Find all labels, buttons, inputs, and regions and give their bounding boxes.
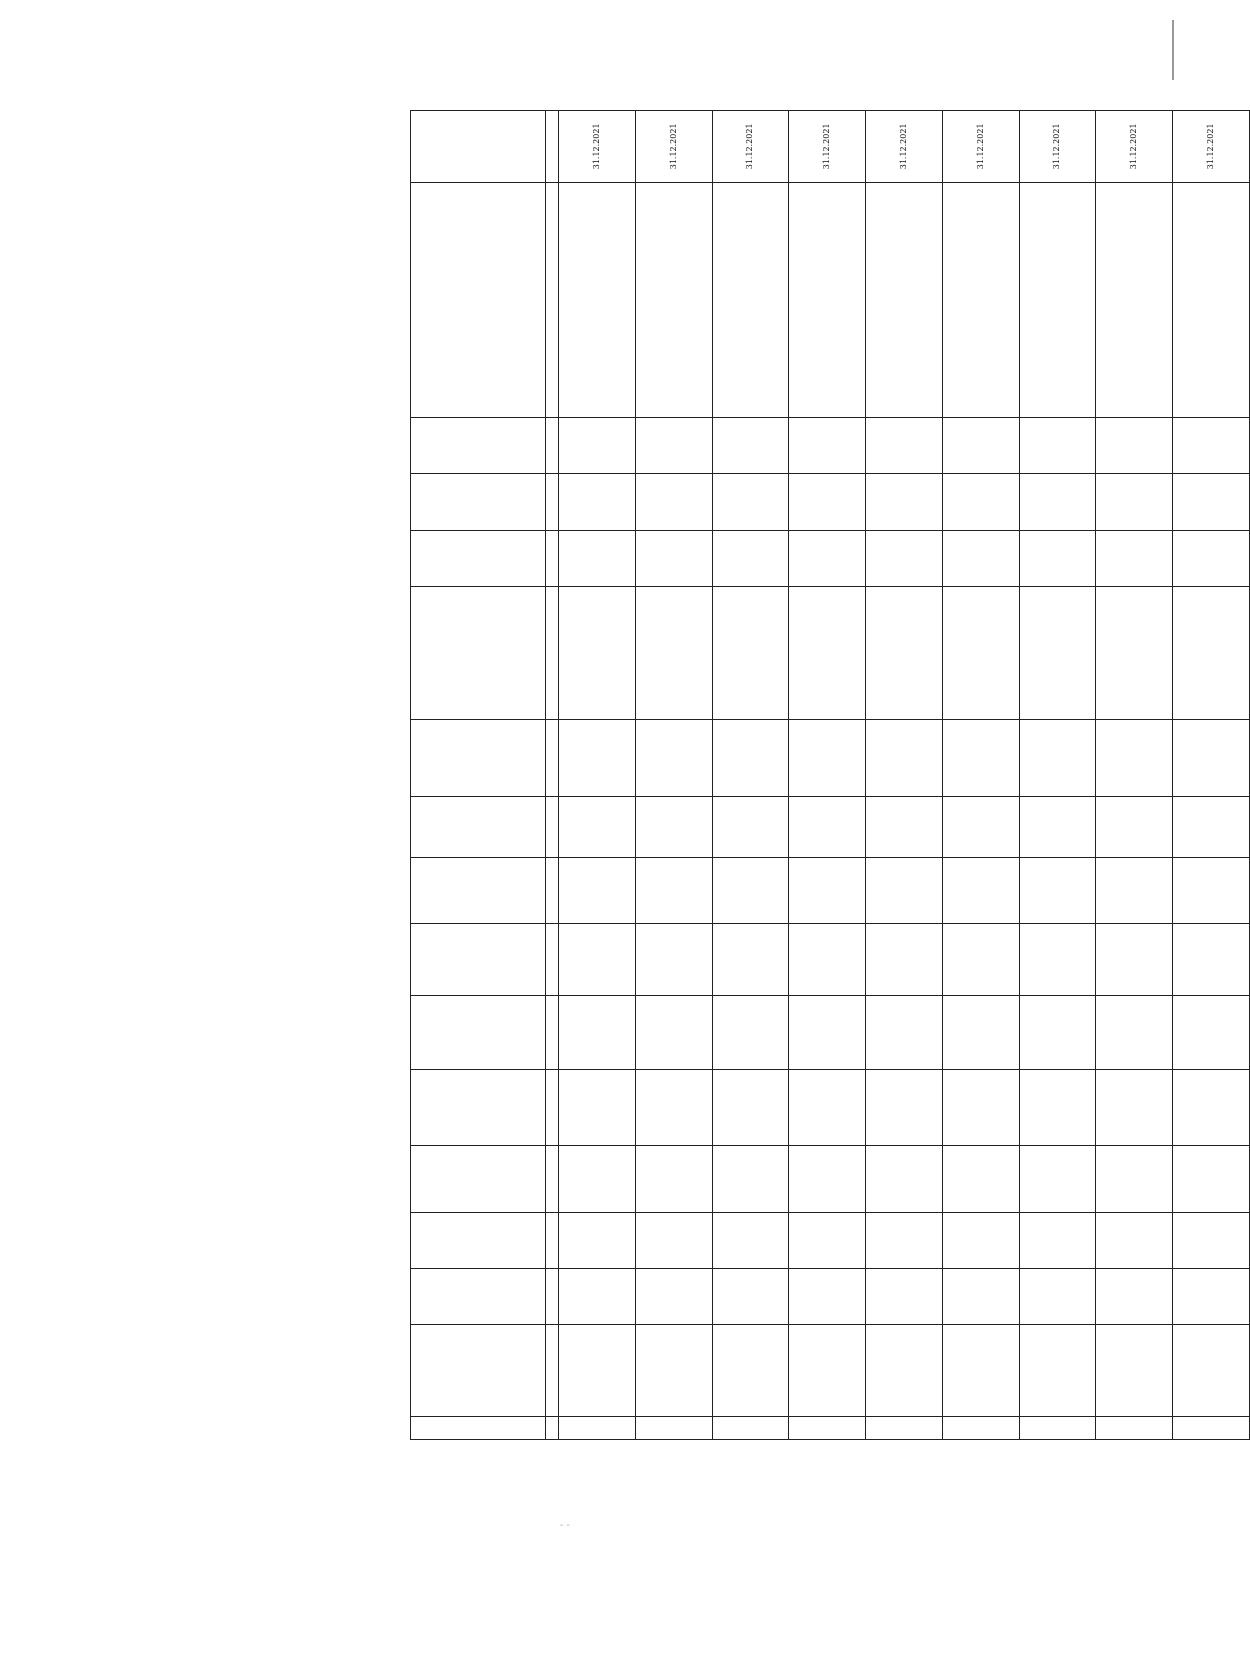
population-cell: [942, 924, 1019, 996]
row-number: [789, 1417, 866, 1440]
column-header: [411, 418, 546, 474]
room-type-cell: [866, 796, 943, 857]
settlement-cell: [559, 996, 636, 1070]
table-row: [712, 111, 789, 1440]
row-number: [866, 1417, 943, 1440]
address-cell: [1019, 1069, 1096, 1146]
org-type-cell: [1173, 1212, 1250, 1268]
address-cell: [942, 1069, 1019, 1146]
medical-item-cell: [635, 586, 712, 719]
medical-item-cell: [559, 586, 636, 719]
room-type-cell: [1173, 796, 1250, 857]
division-cell: [712, 857, 789, 924]
item-code-cell: [1096, 530, 1173, 586]
population-cell: [559, 924, 636, 996]
room-type-cell: [712, 796, 789, 857]
room-type-cell: [1019, 796, 1096, 857]
quantity-available-cell: [1173, 474, 1250, 530]
equipment-table-container: [410, 110, 1250, 1440]
column-header: [411, 996, 546, 1070]
building-cell: [866, 1146, 943, 1213]
population-cell: [635, 924, 712, 996]
regulation-cell: [1173, 182, 1250, 417]
column-number: [546, 1325, 559, 1417]
item-code-cell: [712, 530, 789, 586]
regulation-cell: [942, 182, 1019, 417]
organization-name: [789, 1325, 866, 1417]
planned-date-cell: 31.12.2021: [866, 111, 943, 183]
regulation-cell: [789, 182, 866, 417]
inn-cell: [789, 1269, 866, 1325]
scan-edge-mark: [1172, 20, 1174, 80]
room-type-cell: [635, 796, 712, 857]
column-number: [546, 924, 559, 996]
settlement-cell: [942, 996, 1019, 1070]
address-cell: [1173, 1069, 1250, 1146]
quantity-needed-cell: [1173, 418, 1250, 474]
population-cell: [866, 924, 943, 996]
item-code-cell: [559, 530, 636, 586]
item-code-cell: [635, 530, 712, 586]
population-cell: [1019, 924, 1096, 996]
table-row: [635, 111, 712, 1440]
care-conditions-cell: [1096, 719, 1173, 796]
organization-name: [1019, 1325, 1096, 1417]
planned-date-cell: 31.12.2021: [942, 111, 1019, 183]
division-cell: [1019, 857, 1096, 924]
column-number: [546, 530, 559, 586]
planned-date-cell: 31.12.2021: [1173, 111, 1250, 183]
column-number: [546, 796, 559, 857]
medical-item-cell: [712, 586, 789, 719]
room-type-cell: [942, 796, 1019, 857]
column-header: [411, 474, 546, 530]
building-cell: [712, 1146, 789, 1213]
quantity-available-cell: [866, 474, 943, 530]
building-cell: [1019, 1146, 1096, 1213]
quantity-available-cell: [1096, 474, 1173, 530]
column-header: [411, 111, 546, 183]
organization-name: [1173, 1325, 1250, 1417]
planned-date-cell: 31.12.2021: [1096, 111, 1173, 183]
medical-item-cell: [942, 586, 1019, 719]
medical-item-cell: [789, 586, 866, 719]
row-number: [559, 1417, 636, 1440]
quantity-available-cell: [942, 474, 1019, 530]
row-number: [942, 1417, 1019, 1440]
column-number: [546, 996, 559, 1070]
row-number: [712, 1417, 789, 1440]
column-header: [411, 1325, 546, 1417]
room-type-cell: [559, 796, 636, 857]
column-header: [411, 1069, 546, 1146]
org-type-cell: [1096, 1212, 1173, 1268]
org-type-cell: [559, 1212, 636, 1268]
inn-cell: [1173, 1269, 1250, 1325]
care-conditions-cell: [712, 719, 789, 796]
organization-name: [635, 1325, 712, 1417]
column-number: [546, 1069, 559, 1146]
care-conditions-cell: [1019, 719, 1096, 796]
division-cell: [942, 857, 1019, 924]
medical-item-cell: [1096, 586, 1173, 719]
settlement-cell: [712, 996, 789, 1070]
building-cell: [559, 1146, 636, 1213]
building-cell: [942, 1146, 1019, 1213]
row-number: [1173, 1417, 1250, 1440]
settlement-cell: [789, 996, 866, 1070]
row-number: [1096, 1417, 1173, 1440]
scan-artifact: - -: [560, 1520, 570, 1531]
population-cell: [1096, 924, 1173, 996]
quantity-needed-cell: [559, 418, 636, 474]
quantity-available-cell: [1019, 474, 1096, 530]
quantity-available-cell: [635, 474, 712, 530]
building-cell: [1096, 1146, 1173, 1213]
table-row: [1173, 111, 1250, 1440]
column-number: [546, 1212, 559, 1268]
quantity-needed-cell: [1019, 418, 1096, 474]
quantity-needed-cell: [942, 418, 1019, 474]
division-cell: [1173, 857, 1250, 924]
organization-name: [712, 1325, 789, 1417]
quantity-available-cell: [559, 474, 636, 530]
org-type-cell: [866, 1212, 943, 1268]
quantity-needed-cell: [712, 418, 789, 474]
table-row: [1019, 111, 1096, 1440]
quantity-needed-cell: [789, 418, 866, 474]
column-header: [411, 1417, 546, 1440]
item-code-cell: [866, 530, 943, 586]
header-row: [411, 111, 546, 1440]
column-number: [546, 1269, 559, 1325]
address-cell: [1096, 1069, 1173, 1146]
building-cell: [789, 1146, 866, 1213]
column-header: [411, 719, 546, 796]
population-cell: [712, 924, 789, 996]
division-cell: [866, 857, 943, 924]
care-conditions-cell: [559, 719, 636, 796]
column-header: [411, 1146, 546, 1213]
column-number: [546, 474, 559, 530]
column-header: [411, 530, 546, 586]
building-cell: [1173, 1146, 1250, 1213]
table-row: [559, 111, 636, 1440]
population-cell: [1173, 924, 1250, 996]
column-number: [546, 111, 559, 183]
organization-name: [559, 1325, 636, 1417]
rotated-content: [270, 80, 1250, 1480]
building-cell: [635, 1146, 712, 1213]
division-cell: [1096, 857, 1173, 924]
division-cell: [559, 857, 636, 924]
address-cell: [559, 1069, 636, 1146]
regulation-cell: [1019, 182, 1096, 417]
inn-cell: [942, 1269, 1019, 1325]
settlement-cell: [635, 996, 712, 1070]
planned-date-cell: 31.12.2021: [635, 111, 712, 183]
quantity-needed-cell: [635, 418, 712, 474]
division-cell: [635, 857, 712, 924]
medical-item-cell: [1019, 586, 1096, 719]
planned-date-cell: 31.12.2021: [789, 111, 866, 183]
regulation-cell: [635, 182, 712, 417]
planned-date-cell: 31.12.2021: [712, 111, 789, 183]
table-row: [866, 111, 943, 1440]
address-cell: [635, 1069, 712, 1146]
organization-name: [942, 1325, 1019, 1417]
column-number: [546, 418, 559, 474]
inn-cell: [712, 1269, 789, 1325]
address-cell: [712, 1069, 789, 1146]
care-conditions-cell: [1173, 719, 1250, 796]
room-type-cell: [789, 796, 866, 857]
quantity-needed-cell: [1096, 418, 1173, 474]
column-header: [411, 182, 546, 417]
column-header: [411, 1269, 546, 1325]
quantity-needed-cell: [866, 418, 943, 474]
planned-date-cell: 31.12.2021: [1019, 111, 1096, 183]
settlement-cell: [1096, 996, 1173, 1070]
quantity-available-cell: [789, 474, 866, 530]
settlement-cell: [1173, 996, 1250, 1070]
column-number: [546, 586, 559, 719]
population-cell: [789, 924, 866, 996]
inn-cell: [1019, 1269, 1096, 1325]
column-header: [411, 796, 546, 857]
column-header: [411, 924, 546, 996]
settlement-cell: [1019, 996, 1096, 1070]
item-code-cell: [1019, 530, 1096, 586]
row-number: [1019, 1417, 1096, 1440]
table-row: [1096, 111, 1173, 1440]
care-conditions-cell: [866, 719, 943, 796]
column-number-row: [546, 111, 559, 1440]
table-row: [789, 111, 866, 1440]
table-row: [942, 111, 1019, 1440]
care-conditions-cell: [942, 719, 1019, 796]
item-code-cell: [789, 530, 866, 586]
column-number: [546, 1417, 559, 1440]
quantity-available-cell: [712, 474, 789, 530]
inn-cell: [635, 1269, 712, 1325]
regulation-cell: [1096, 182, 1173, 417]
medical-item-cell: [1173, 586, 1250, 719]
care-conditions-cell: [789, 719, 866, 796]
planned-date-cell: 31.12.2021: [559, 111, 636, 183]
org-type-cell: [1019, 1212, 1096, 1268]
column-header: [411, 857, 546, 924]
column-number: [546, 1146, 559, 1213]
org-type-cell: [789, 1212, 866, 1268]
regulation-cell: [866, 182, 943, 417]
regulation-cell: [559, 182, 636, 417]
room-type-cell: [1096, 796, 1173, 857]
address-cell: [866, 1069, 943, 1146]
division-cell: [789, 857, 866, 924]
column-number: [546, 719, 559, 796]
column-header: [411, 1212, 546, 1268]
equipment-table: [410, 110, 1250, 1440]
medical-item-cell: [866, 586, 943, 719]
settlement-cell: [866, 996, 943, 1070]
inn-cell: [866, 1269, 943, 1325]
table-body: [559, 111, 1250, 1440]
regulation-cell: [712, 182, 789, 417]
org-type-cell: [942, 1212, 1019, 1268]
column-number: [546, 857, 559, 924]
item-code-cell: [1173, 530, 1250, 586]
org-type-cell: [712, 1212, 789, 1268]
address-cell: [789, 1069, 866, 1146]
column-number: [546, 182, 559, 417]
inn-cell: [559, 1269, 636, 1325]
organization-name: [866, 1325, 943, 1417]
organization-name: [1096, 1325, 1173, 1417]
org-type-cell: [635, 1212, 712, 1268]
column-header: [411, 586, 546, 719]
inn-cell: [1096, 1269, 1173, 1325]
item-code-cell: [942, 530, 1019, 586]
row-number: [635, 1417, 712, 1440]
care-conditions-cell: [635, 719, 712, 796]
